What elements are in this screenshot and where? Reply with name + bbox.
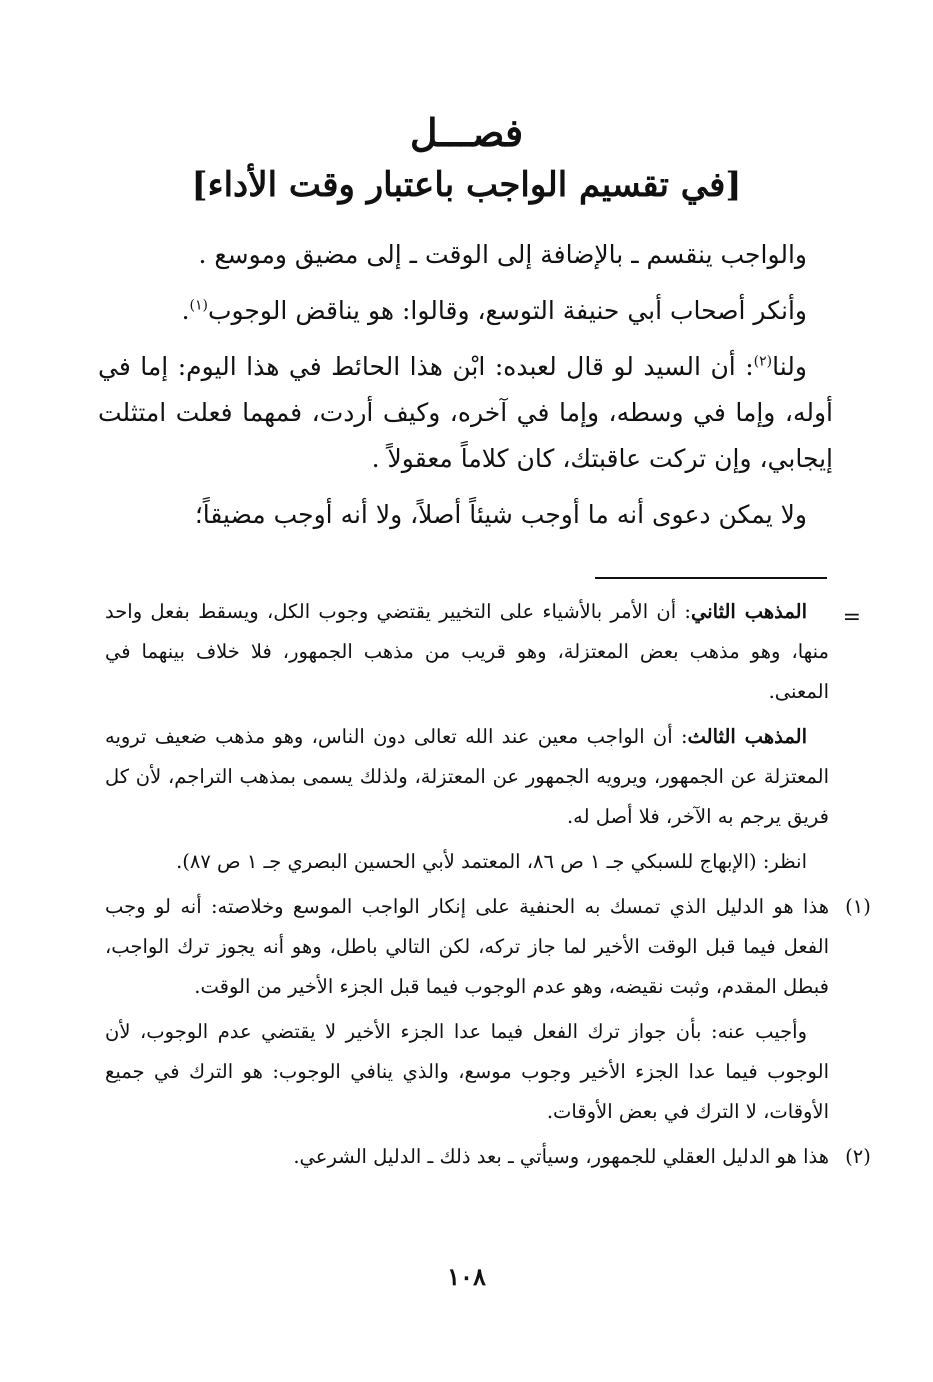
paragraph-3-text: : أن السيد لو قال لعبده: ابْن هذا الحائط في هذا اليوم: إما في أوله، وإما في وسطه، وإما في آخره، وكيف أردت، فمهما فعلت امتثلت إيجابي، وإن تركت عاقبتك، كان كلاماً معقولاً .	[98, 352, 833, 473]
doctrine-text-second: : أن الأمر بالأشياء على التخيير يقتضي وجوب الكل، ويسقط بفعل واحد منها، وهو مذهب بعض المعتزلة، وهو قريب من مذهب الجمهور، فلا خلاف بينهما في المعنى.	[105, 600, 829, 703]
footnote-1-number: (١)	[845, 895, 871, 918]
footnote-ref-2: (٢)	[753, 353, 773, 370]
paragraph-3-lead: ولنا	[772, 352, 807, 381]
footnote-1-continuation: وأجيب عنه: بأن جواز ترك الفعل فيما عدا الجزء الأخير لا يقتضي عدم الوجوب، لأن الوجوب فيما عدا الجزء الأخير وجوب موسع، والذي ينافي الوجوب: هو الترك في جميع الأوقات، لا الترك في بعض الأوقات.	[105, 1020, 829, 1123]
paragraph-2	[98, 288, 833, 334]
paragraph-1: والواجب ينقسم ـ بالإضافة إلى الوقت ـ إلى مضيق وموسع .	[198, 240, 807, 269]
doctrine-label-second: المذهب الثاني	[690, 600, 807, 623]
paragraph-2-text: وأنكر أصحاب أبي حنيفة التوسع، وقالوا: هو يناقض الوجوب	[207, 296, 807, 325]
section-heading: فصـــل	[409, 110, 524, 155]
footnote-2-number: (٢)	[845, 1145, 871, 1168]
paragraph-4: ولا يمكن دعوى أنه ما أوجب شيئاً أصلاً، ولا أنه أوجب مضيقاً؛	[194, 500, 807, 529]
doctrine-text-third: : أن الواجب معين عند الله تعالى دون الناس، وهو مذهب ضعيف ترويه المعتزلة عن الجمهور، ويرويه الجمهور عن المعتزلة، ولذلك يسمى بمذهب التراجم، لأن كل فريق يرجم به الآخر، فلا أصل له.	[105, 725, 829, 828]
footnote-ref-1: (١)	[189, 297, 208, 314]
paragraph-2-end: .	[181, 296, 190, 325]
footnote-1-text: هذا هو الدليل الذي تمسك به الحنفية على إنكار الواجب الموسع وخلاصته: أنه لو وجب الفعل فيما قبل الوقت الأخير لما جاز تركه، لكن التالي باطل، وهو أنه يجوز ترك الواجب، فبطل المقدم، وثبت نقيضه، وهو عدم الوجوب فيما قبل الجزء الأخير من الوقت.	[105, 895, 829, 998]
main-text	[98, 232, 833, 548]
footnotes	[105, 592, 871, 1182]
page-number: ١٠٨	[447, 1262, 486, 1291]
footnote-2	[105, 1137, 871, 1177]
doctrine-label-third: المذهب الثالث	[687, 725, 807, 748]
section-subtitle: [في تقسيم الواجب باعتبار وقت الأداء]	[191, 165, 742, 205]
footnote-continued-second-view	[105, 592, 829, 712]
footnote-continued-third-view	[105, 717, 829, 837]
footnote-continued-reference: انظر: (الإبهاج للسبكي جـ ١ ص ٨٦، المعتمد لأبي الحسين البصري جـ ١ ص ٨٧).	[176, 850, 807, 873]
footnote-2-text: هذا هو الدليل العقلي للجمهور، وسيأتي ـ بعد ذلك ـ الدليل الشرعي.	[293, 1145, 829, 1168]
footnote-1	[105, 887, 871, 1007]
paragraph-3	[98, 344, 833, 482]
footnote-continuation-mark: =	[842, 605, 861, 630]
footnote-divider	[595, 577, 827, 579]
